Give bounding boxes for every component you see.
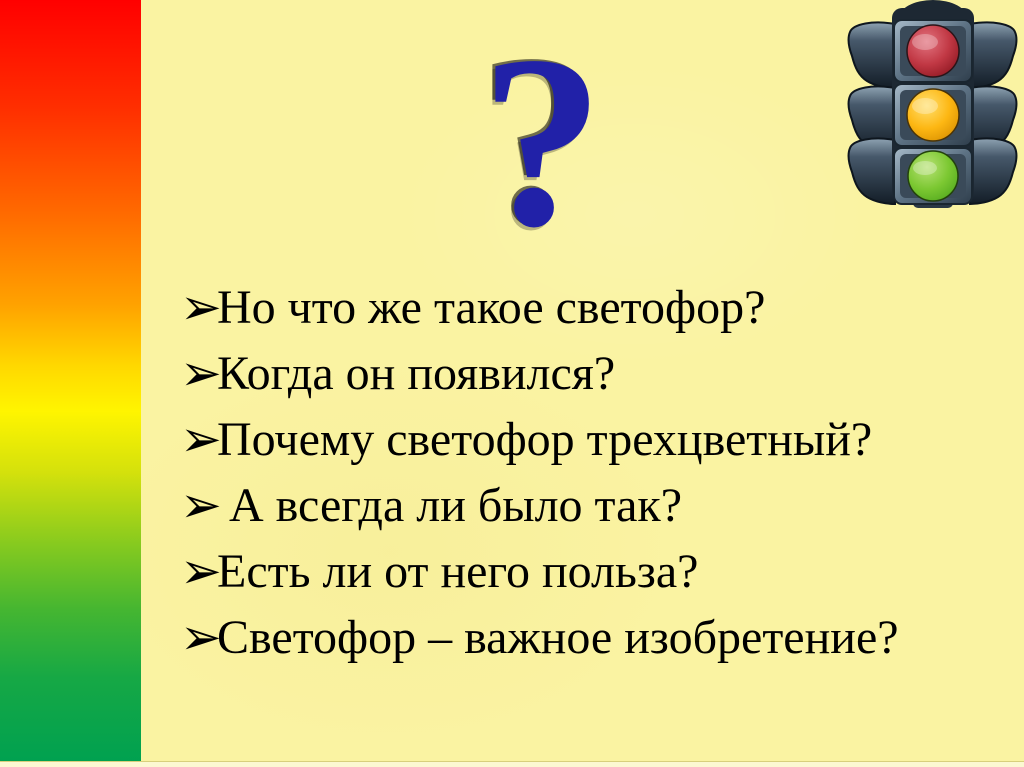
list-item [180,273,899,339]
list-item-text: Есть ли от него польза? [217,545,699,598]
arrow-bullet-icon: ➢ [180,542,222,600]
list-item [180,471,899,537]
arrow-bullet-icon: ➢ [180,344,222,402]
list-item-text: Светофор – важное изобретение? [217,611,899,664]
list-item [180,537,899,603]
question-list [180,273,899,669]
question-mark: ? [480,6,604,278]
list-item [180,603,899,669]
arrow-bullet-icon: ➢ [180,476,222,534]
arrow-bullet-icon: ➢ [180,608,222,666]
arrow-bullet-icon: ➢ [180,410,222,468]
bottom-edge-strip [0,761,1024,767]
list-item [180,405,899,471]
list-item-text: А всегда ли было так? [217,479,683,532]
accent-gradient-bar [0,0,141,762]
list-item-text: Когда он появился? [217,347,616,400]
list-item [180,339,899,405]
traffic-light-icon [845,0,1020,208]
list-item-text: Почему светофор трехцветный? [217,413,873,466]
arrow-bullet-icon: ➢ [180,278,222,336]
list-item-text: Но что же такое светофор? [217,281,766,334]
